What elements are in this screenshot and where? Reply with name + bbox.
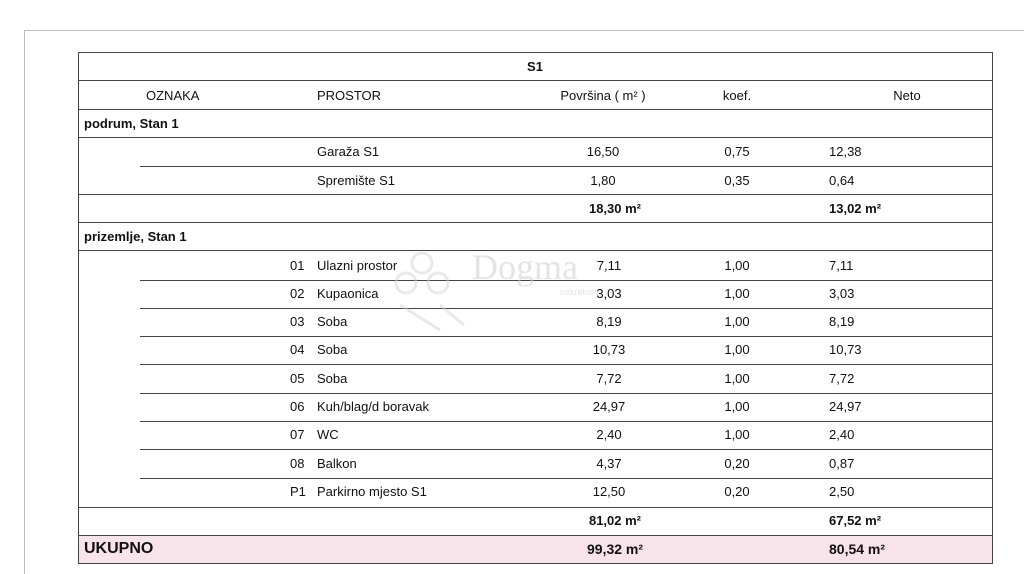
table-cell-oznaka: 07	[290, 427, 305, 442]
table-cell-koef: 1,00	[724, 399, 750, 414]
row-divider	[140, 308, 993, 309]
table-cell-oznaka: 06	[290, 399, 305, 414]
table-cell-koef: 1,00	[724, 286, 750, 301]
page-frame-top	[24, 30, 1024, 31]
table-cell-neto: 2,40	[829, 427, 855, 442]
table-cell-oznaka: 03	[290, 314, 305, 329]
table-cell-koef: 0,20	[724, 484, 750, 499]
table-cell-koef: 1,00	[724, 314, 750, 329]
table-cell-prostor: Spremište S1	[317, 173, 396, 188]
table-cell-prostor: Soba	[317, 314, 348, 329]
row-divider	[140, 421, 993, 422]
total-povrsina: 99,32 m²	[586, 541, 644, 557]
table-cell-povrsina: 24,97	[592, 399, 626, 414]
table-cell-prostor: Kuh/blag/d boravak	[317, 399, 430, 414]
total-neto: 80,54 m²	[829, 541, 886, 557]
row-divider	[78, 109, 993, 110]
table-cell-povrsina: 12,50	[592, 484, 626, 499]
table-border-top	[78, 52, 993, 53]
table-cell-povrsina: 10,73	[592, 342, 626, 357]
table-cell-neto: 2,50	[829, 484, 855, 499]
row-divider	[78, 507, 993, 508]
table-cell-neto: 3,03	[829, 286, 855, 301]
table-cell-povrsina: 2,40	[596, 427, 622, 442]
table-cell-prostor: WC	[317, 427, 339, 442]
table-cell-koef: 0,35	[724, 173, 750, 188]
table-cell-prostor: Garaža S1	[317, 144, 380, 159]
table-cell-koef: 1,00	[724, 342, 750, 357]
row-divider	[140, 280, 993, 281]
table-cell-oznaka: 01	[290, 258, 305, 273]
row-divider	[78, 222, 993, 223]
table-cell-neto: 8,19	[829, 314, 855, 329]
table-cell-prostor: Parkirno mjesto S1	[317, 484, 427, 499]
header-koef: koef.	[722, 88, 752, 103]
table-cell-prostor: Soba	[317, 342, 348, 357]
row-divider	[140, 166, 993, 167]
table-cell-koef: 1,00	[724, 371, 750, 386]
table-cell-oznaka: 02	[290, 286, 305, 301]
table-cell-povrsina: 7,11	[596, 258, 622, 273]
table-cell-neto: 7,72	[829, 371, 855, 386]
table-cell-prostor: Kupaonica	[317, 286, 379, 301]
table-border-bottom	[78, 563, 993, 564]
table-cell-povrsina: 1,80	[590, 173, 616, 188]
row-divider	[140, 336, 993, 337]
table-cell-prostor: Balkon	[317, 456, 357, 471]
table-cell-neto: 12,38	[829, 144, 862, 159]
subtotal-neto-podrum: 13,02 m²	[829, 201, 882, 216]
table-cell-neto: 0,64	[829, 173, 855, 188]
row-divider	[140, 364, 993, 365]
header-neto: Neto	[893, 88, 921, 103]
row-divider	[140, 393, 993, 394]
table-title: S1	[527, 59, 543, 74]
row-divider	[78, 535, 993, 536]
table-cell-neto: 24,97	[829, 399, 862, 414]
watermark-text: Dogma	[472, 247, 578, 287]
page-frame-left	[24, 30, 25, 574]
table-cell-povrsina: 8,19	[596, 314, 622, 329]
table-cell-oznaka: 08	[290, 456, 305, 471]
section-label-prizemlje: prizemlje, Stan 1	[84, 229, 187, 244]
header-oznaka: OZNAKA	[146, 88, 200, 103]
table-cell-povrsina: 16,50	[586, 144, 620, 159]
table-border-left	[78, 52, 79, 563]
table-cell-koef: 0,20	[724, 456, 750, 471]
table-cell-povrsina: 4,37	[596, 456, 622, 471]
subtotal-povrsina-podrum: 18,30 m²	[588, 201, 642, 216]
watermark-subtext: nekretnine	[560, 287, 603, 297]
table-cell-neto: 10,73	[829, 342, 862, 357]
table-cell-koef: 0,75	[724, 144, 750, 159]
total-label: UKUPNO	[84, 540, 154, 557]
table-cell-neto: 7,11	[829, 258, 854, 273]
header-povrsina: Površina ( m² )	[560, 88, 646, 103]
table-cell-neto: 0,87	[829, 456, 855, 471]
table-cell-koef: 1,00	[724, 258, 750, 273]
row-divider	[78, 80, 993, 81]
table-cell-oznaka: 05	[290, 371, 305, 386]
row-divider	[78, 250, 993, 251]
table-cell-oznaka: 04	[290, 342, 305, 357]
table-cell-prostor: Soba	[317, 371, 348, 386]
table-cell-povrsina: 3,03	[596, 286, 622, 301]
row-divider	[78, 137, 993, 138]
header-prostor: PROSTOR	[317, 88, 382, 103]
table-cell-koef: 1,00	[724, 427, 750, 442]
row-divider	[140, 478, 993, 479]
row-divider	[78, 194, 993, 195]
subtotal-povrsina-prizemlje: 81,02 m²	[588, 513, 642, 528]
subtotal-neto-prizemlje: 67,52 m²	[829, 513, 882, 528]
section-label-podrum: podrum, Stan 1	[84, 116, 179, 131]
table-cell-povrsina: 7,72	[596, 371, 622, 386]
table-cell-prostor: Ulazni prostor	[317, 258, 398, 273]
table-cell-oznaka: P1	[290, 484, 306, 499]
row-divider	[140, 449, 993, 450]
area-table	[78, 52, 993, 563]
